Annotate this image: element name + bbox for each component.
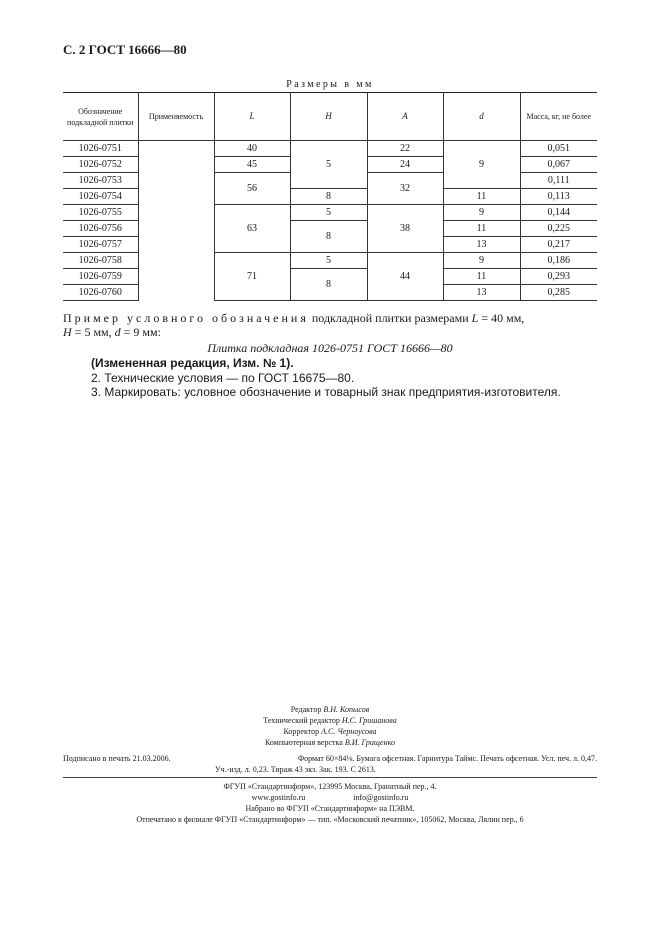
tech-editor-name: Н.С. Гришанова <box>341 716 397 725</box>
cell-H: 5 <box>290 205 367 221</box>
cell-d: 9 <box>443 205 520 221</box>
cell-designation: 1026-0756 <box>63 221 138 237</box>
cell-H: 5 <box>290 253 367 269</box>
cell-designation: 1026-0753 <box>63 173 138 189</box>
cell-A: 32 <box>367 173 443 205</box>
cell-A: 24 <box>367 157 443 173</box>
cell-designation: 1026-0752 <box>63 157 138 173</box>
dimensions-table <box>63 92 597 301</box>
editor-line <box>63 704 597 715</box>
layout-line <box>63 737 597 748</box>
cell-d: 11 <box>443 221 520 237</box>
header-designation: Обозначение подкладной плитки <box>63 93 138 141</box>
table-row <box>63 269 597 285</box>
header-d: d <box>443 93 520 141</box>
revision-note: (Измененная редакция, Изм. № 1). <box>91 356 294 370</box>
imprint-divider <box>63 777 597 778</box>
table-row <box>63 189 597 205</box>
example-lead: Пример условного обозначения <box>63 311 309 325</box>
cell-mass: 0,111 <box>520 173 597 189</box>
example-eq-L: = 40 мм, <box>478 311 525 325</box>
cell-mass: 0,217 <box>520 237 597 253</box>
corrector-label: Корректор <box>283 727 322 736</box>
var-L: L <box>471 311 479 325</box>
cell-A: 38 <box>367 205 443 253</box>
cell-designation: 1026-0760 <box>63 285 138 301</box>
example-designation: Плитка подкладная 1026-0751 ГОСТ 16666—80 <box>207 341 453 355</box>
example-paragraph <box>63 311 597 339</box>
header-L: L <box>214 93 290 141</box>
imprint-block <box>63 704 597 825</box>
table-row <box>63 141 597 157</box>
cell-designation: 1026-0755 <box>63 205 138 221</box>
note-item-3: 3. Маркировать: условное обозначение и товарный знак предприятия-изготовителя. <box>91 385 561 399</box>
cell-usage <box>138 253 214 269</box>
cell-d: 9 <box>443 253 520 269</box>
example-text: подкладной плитки размерами <box>308 311 472 325</box>
cell-L: 56 <box>214 173 290 205</box>
printed-line: Отпечатано в филиале ФГУП «Стандартинформ» — тип. «Московский печатник», 105062, Москва, Лялин пер., 6 <box>136 815 524 824</box>
cell-designation: 1026-0751 <box>63 141 138 157</box>
table-row <box>63 205 597 221</box>
cell-usage <box>138 237 214 253</box>
header-usage: Применяемость <box>138 93 214 141</box>
cell-designation: 1026-0759 <box>63 269 138 285</box>
cell-mass: 0,067 <box>520 157 597 173</box>
website: www.gostinfo.ru <box>251 793 306 802</box>
cell-L: 71 <box>214 253 290 301</box>
cell-usage <box>138 285 214 301</box>
cell-H: 8 <box>290 189 367 205</box>
email: info@gostinfo.ru <box>353 793 409 802</box>
cell-mass: 0,225 <box>520 221 597 237</box>
cell-d: 9 <box>443 141 520 189</box>
notes-block <box>91 356 561 400</box>
cell-H: 8 <box>290 221 367 253</box>
cell-usage <box>138 173 214 189</box>
table-header-row <box>63 93 597 141</box>
cell-mass: 0,051 <box>520 141 597 157</box>
print-info-line <box>63 753 597 764</box>
cell-L: 63 <box>214 205 290 253</box>
cell-usage <box>138 205 214 221</box>
cell-mass: 0,186 <box>520 253 597 269</box>
page-header: С. 2 ГОСТ 16666—80 <box>63 42 187 57</box>
var-H: H <box>63 325 72 339</box>
header-H: H <box>290 93 367 141</box>
example-eq-H: = 5 мм, <box>71 325 115 339</box>
contacts-line <box>63 792 597 803</box>
editor-label: Редактор <box>290 705 324 714</box>
layout-name: В.И. Грищенко <box>344 738 396 747</box>
signed-date: Подписано в печать 21.03.2006. <box>63 754 171 763</box>
cell-usage <box>138 221 214 237</box>
cell-mass: 0,285 <box>520 285 597 301</box>
cell-designation: 1026-0754 <box>63 189 138 205</box>
cell-d: 13 <box>443 237 520 253</box>
cell-usage <box>138 189 214 205</box>
header-mass: Масса, кг, не более <box>520 93 597 141</box>
cell-mass: 0,113 <box>520 189 597 205</box>
cell-d: 13 <box>443 285 520 301</box>
cell-d: 11 <box>443 189 520 205</box>
print-format: Формат 60×84⅛. Бумага офсетная. Гарнитура Таймс. Печать офсетная. Усл. печ. л. 0,47. <box>297 754 597 763</box>
cell-L: 45 <box>214 157 290 173</box>
cell-mass: 0,293 <box>520 269 597 285</box>
note-item-2: 2. Технические условия — по ГОСТ 16675—80. <box>91 370 355 385</box>
cell-usage <box>138 141 214 157</box>
cell-mass: 0,144 <box>520 205 597 221</box>
editor-name: В.Н. Копысов <box>323 705 370 714</box>
table-caption: Размеры в мм <box>286 79 374 90</box>
cell-L: 40 <box>214 141 290 157</box>
header-A: A <box>367 93 443 141</box>
var-d: d <box>114 325 121 339</box>
example-eq-d: = 9 мм: <box>120 325 161 339</box>
cell-H: 8 <box>290 269 367 301</box>
cell-A: 22 <box>367 141 443 157</box>
tech-editor-label: Технический редактор <box>263 716 342 725</box>
cell-A: 44 <box>367 253 443 301</box>
corrector-name: А.С. Черноусова <box>321 727 377 736</box>
corrector-line <box>63 726 597 737</box>
cell-designation: 1026-0757 <box>63 237 138 253</box>
cell-H: 5 <box>290 141 367 189</box>
typeset-line: Набрано во ФГУП «Стандартинформ» на ПЭВМ. <box>245 804 415 813</box>
table-row <box>63 221 597 237</box>
publisher-line: ФГУП «Стандартинформ», 123995 Москва, Гранатный пер., 4. <box>223 782 437 791</box>
cell-d: 11 <box>443 269 520 285</box>
cell-usage <box>138 157 214 173</box>
print-info-line-2: Уч.-изд. л. 0,23. Тираж 43 экз. Зак. 193. С 2613. <box>215 765 376 774</box>
cell-designation: 1026-0758 <box>63 253 138 269</box>
layout-label: Компьютерная верстка <box>264 738 345 747</box>
cell-usage <box>138 269 214 285</box>
tech-editor-line <box>63 715 597 726</box>
table-row <box>63 253 597 269</box>
